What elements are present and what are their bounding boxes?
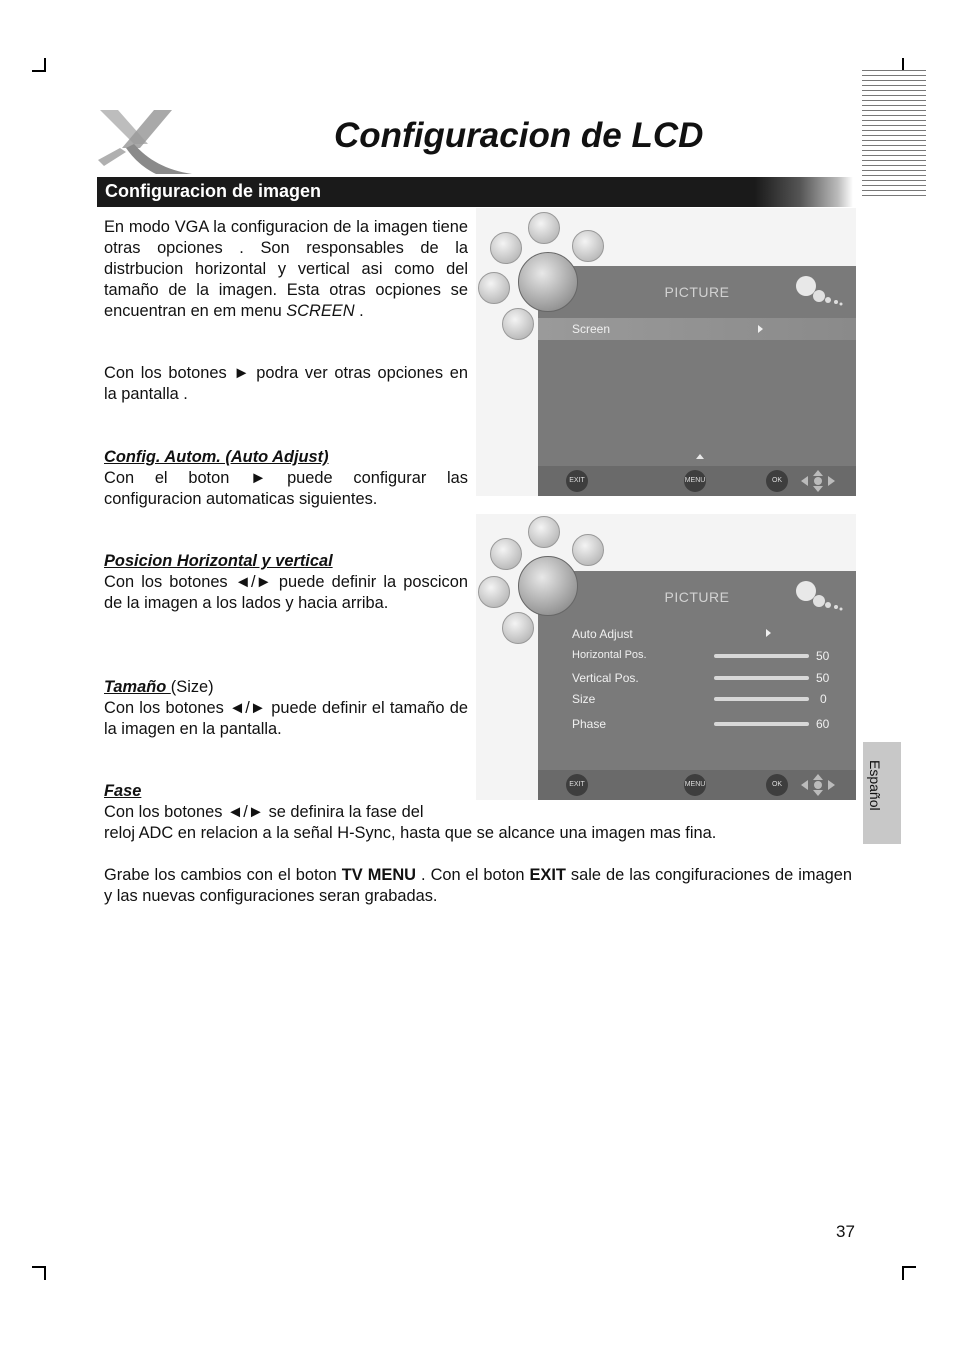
picture-frame-icon <box>572 230 604 262</box>
dpad-icon <box>800 773 836 797</box>
intro-paragraph <box>104 217 468 322</box>
crop-mark-bottom-left <box>44 1266 46 1280</box>
size-suffix: (Size) <box>170 678 214 696</box>
osd-screenshot-picture <box>476 514 856 800</box>
menu-row-screen[interactable] <box>538 318 856 340</box>
position-heading: Posicion Horizontal y vertical <box>104 552 333 570</box>
crop-mark-bottom-right <box>902 1266 916 1268</box>
bubbles-icon <box>794 272 844 308</box>
slider-track[interactable] <box>714 676 809 680</box>
page-title: Configuracion de LCD <box>334 116 704 155</box>
position-text: Con los botones ◄/► puede definir la poscicon de la imagen a los lados y hacia arriba. <box>104 573 468 612</box>
intro-text: En modo VGA la configuracion de la imagen tiene otras opciones . Son responsables de la distrbucion horizontal y vertical asi como del tamaño de la imagen. Esta otras ocpiones se encuentran en em menu <box>104 218 468 320</box>
camera-icon <box>518 556 578 616</box>
clock-icon <box>490 232 522 264</box>
osd-title: PICTURE <box>664 284 730 300</box>
menu-button[interactable]: MENU <box>684 774 706 796</box>
osd-panel <box>538 571 856 800</box>
row-label: Horizontal Pos. <box>572 649 647 661</box>
size-heading: Tamaño <box>104 678 171 696</box>
section-header <box>97 177 853 207</box>
clock-icon <box>490 538 522 570</box>
exit-label: EXIT <box>529 866 566 884</box>
auto-adjust-text: Con el boton ► puede configurar las configuracion automaticas siguientes. <box>104 469 468 508</box>
dpad-icon <box>800 469 836 493</box>
setup-icon <box>502 612 534 644</box>
mute-icon <box>478 576 510 608</box>
crop-mark-bottom-left <box>32 1266 46 1268</box>
osd-panel <box>538 266 856 496</box>
osd-screenshot-screen <box>476 208 856 496</box>
row-label: Size <box>572 692 596 706</box>
row-label: Auto Adjust <box>572 627 633 641</box>
exit-button[interactable]: EXIT <box>566 774 588 796</box>
picture-frame-icon <box>572 534 604 566</box>
buttons-note: Con los botones ► podra ver otras opciones en la pantalla . <box>104 364 468 403</box>
row-label: Phase <box>572 717 607 731</box>
lock-icon <box>528 212 560 244</box>
arrow-right-icon <box>766 629 771 637</box>
save-paragraph <box>104 865 852 907</box>
scroll-up-icon <box>696 454 704 459</box>
osd-title: PICTURE <box>664 589 730 605</box>
decorative-stripes <box>862 70 926 198</box>
intro-tail: . <box>354 302 364 320</box>
page-number: 37 <box>836 1222 855 1241</box>
size-heading-line <box>104 677 468 698</box>
row-value: 50 <box>816 671 830 685</box>
lock-icon <box>528 516 560 548</box>
osd-footer <box>538 466 856 496</box>
setup-icon <box>502 308 534 340</box>
row-value: 50 <box>816 649 830 663</box>
size-text: Con los botones ◄/► puede definir el tamaño de la imagen en la pantalla. <box>104 699 468 738</box>
menu-button[interactable]: MENU <box>684 470 706 492</box>
row-label: Screen <box>572 322 611 336</box>
camera-icon <box>518 252 578 312</box>
phase-text-line2: reloj ADC en relacion a la señal H-Sync, hasta que se alcance una imagen mas fina. <box>104 824 717 842</box>
ok-button[interactable]: OK <box>766 470 788 492</box>
slider-track[interactable] <box>714 722 809 726</box>
arrow-right-icon <box>758 325 763 333</box>
save-text-b: . Con el boton <box>416 866 530 884</box>
row-value: 0 <box>820 692 827 706</box>
phase-heading: Fase <box>104 782 142 800</box>
language-tab <box>863 742 901 844</box>
language-tab-label: Español <box>867 760 883 811</box>
screen-menu-name: SCREEN <box>286 302 355 320</box>
save-text-c: sale de las congifuraciones de imagen y las nuevas configuraciones seran grabadas. <box>104 866 852 905</box>
slider-track[interactable] <box>714 654 809 658</box>
exit-button[interactable]: EXIT <box>566 470 588 492</box>
phase-text-line1: Con los botones ◄/► se definira la fase del <box>104 803 424 821</box>
mute-icon <box>478 272 510 304</box>
slider-track[interactable] <box>714 697 809 701</box>
ok-button[interactable]: OK <box>766 774 788 796</box>
row-value: 60 <box>816 717 830 731</box>
save-text-a: Grabe los cambios con el boton <box>104 866 342 884</box>
brand-x-logo <box>96 108 196 176</box>
section-title: Configuracion de imagen <box>105 181 322 201</box>
osd-footer <box>538 770 856 800</box>
crop-mark-bottom-right <box>902 1266 904 1280</box>
auto-adjust-heading: Config. Autom. (Auto Adjust) <box>104 448 329 466</box>
bubbles-icon <box>794 577 844 613</box>
tv-menu-label: TV MENU <box>341 866 417 884</box>
crop-mark-top-left <box>32 70 46 72</box>
row-label: Vertical Pos. <box>572 671 639 685</box>
